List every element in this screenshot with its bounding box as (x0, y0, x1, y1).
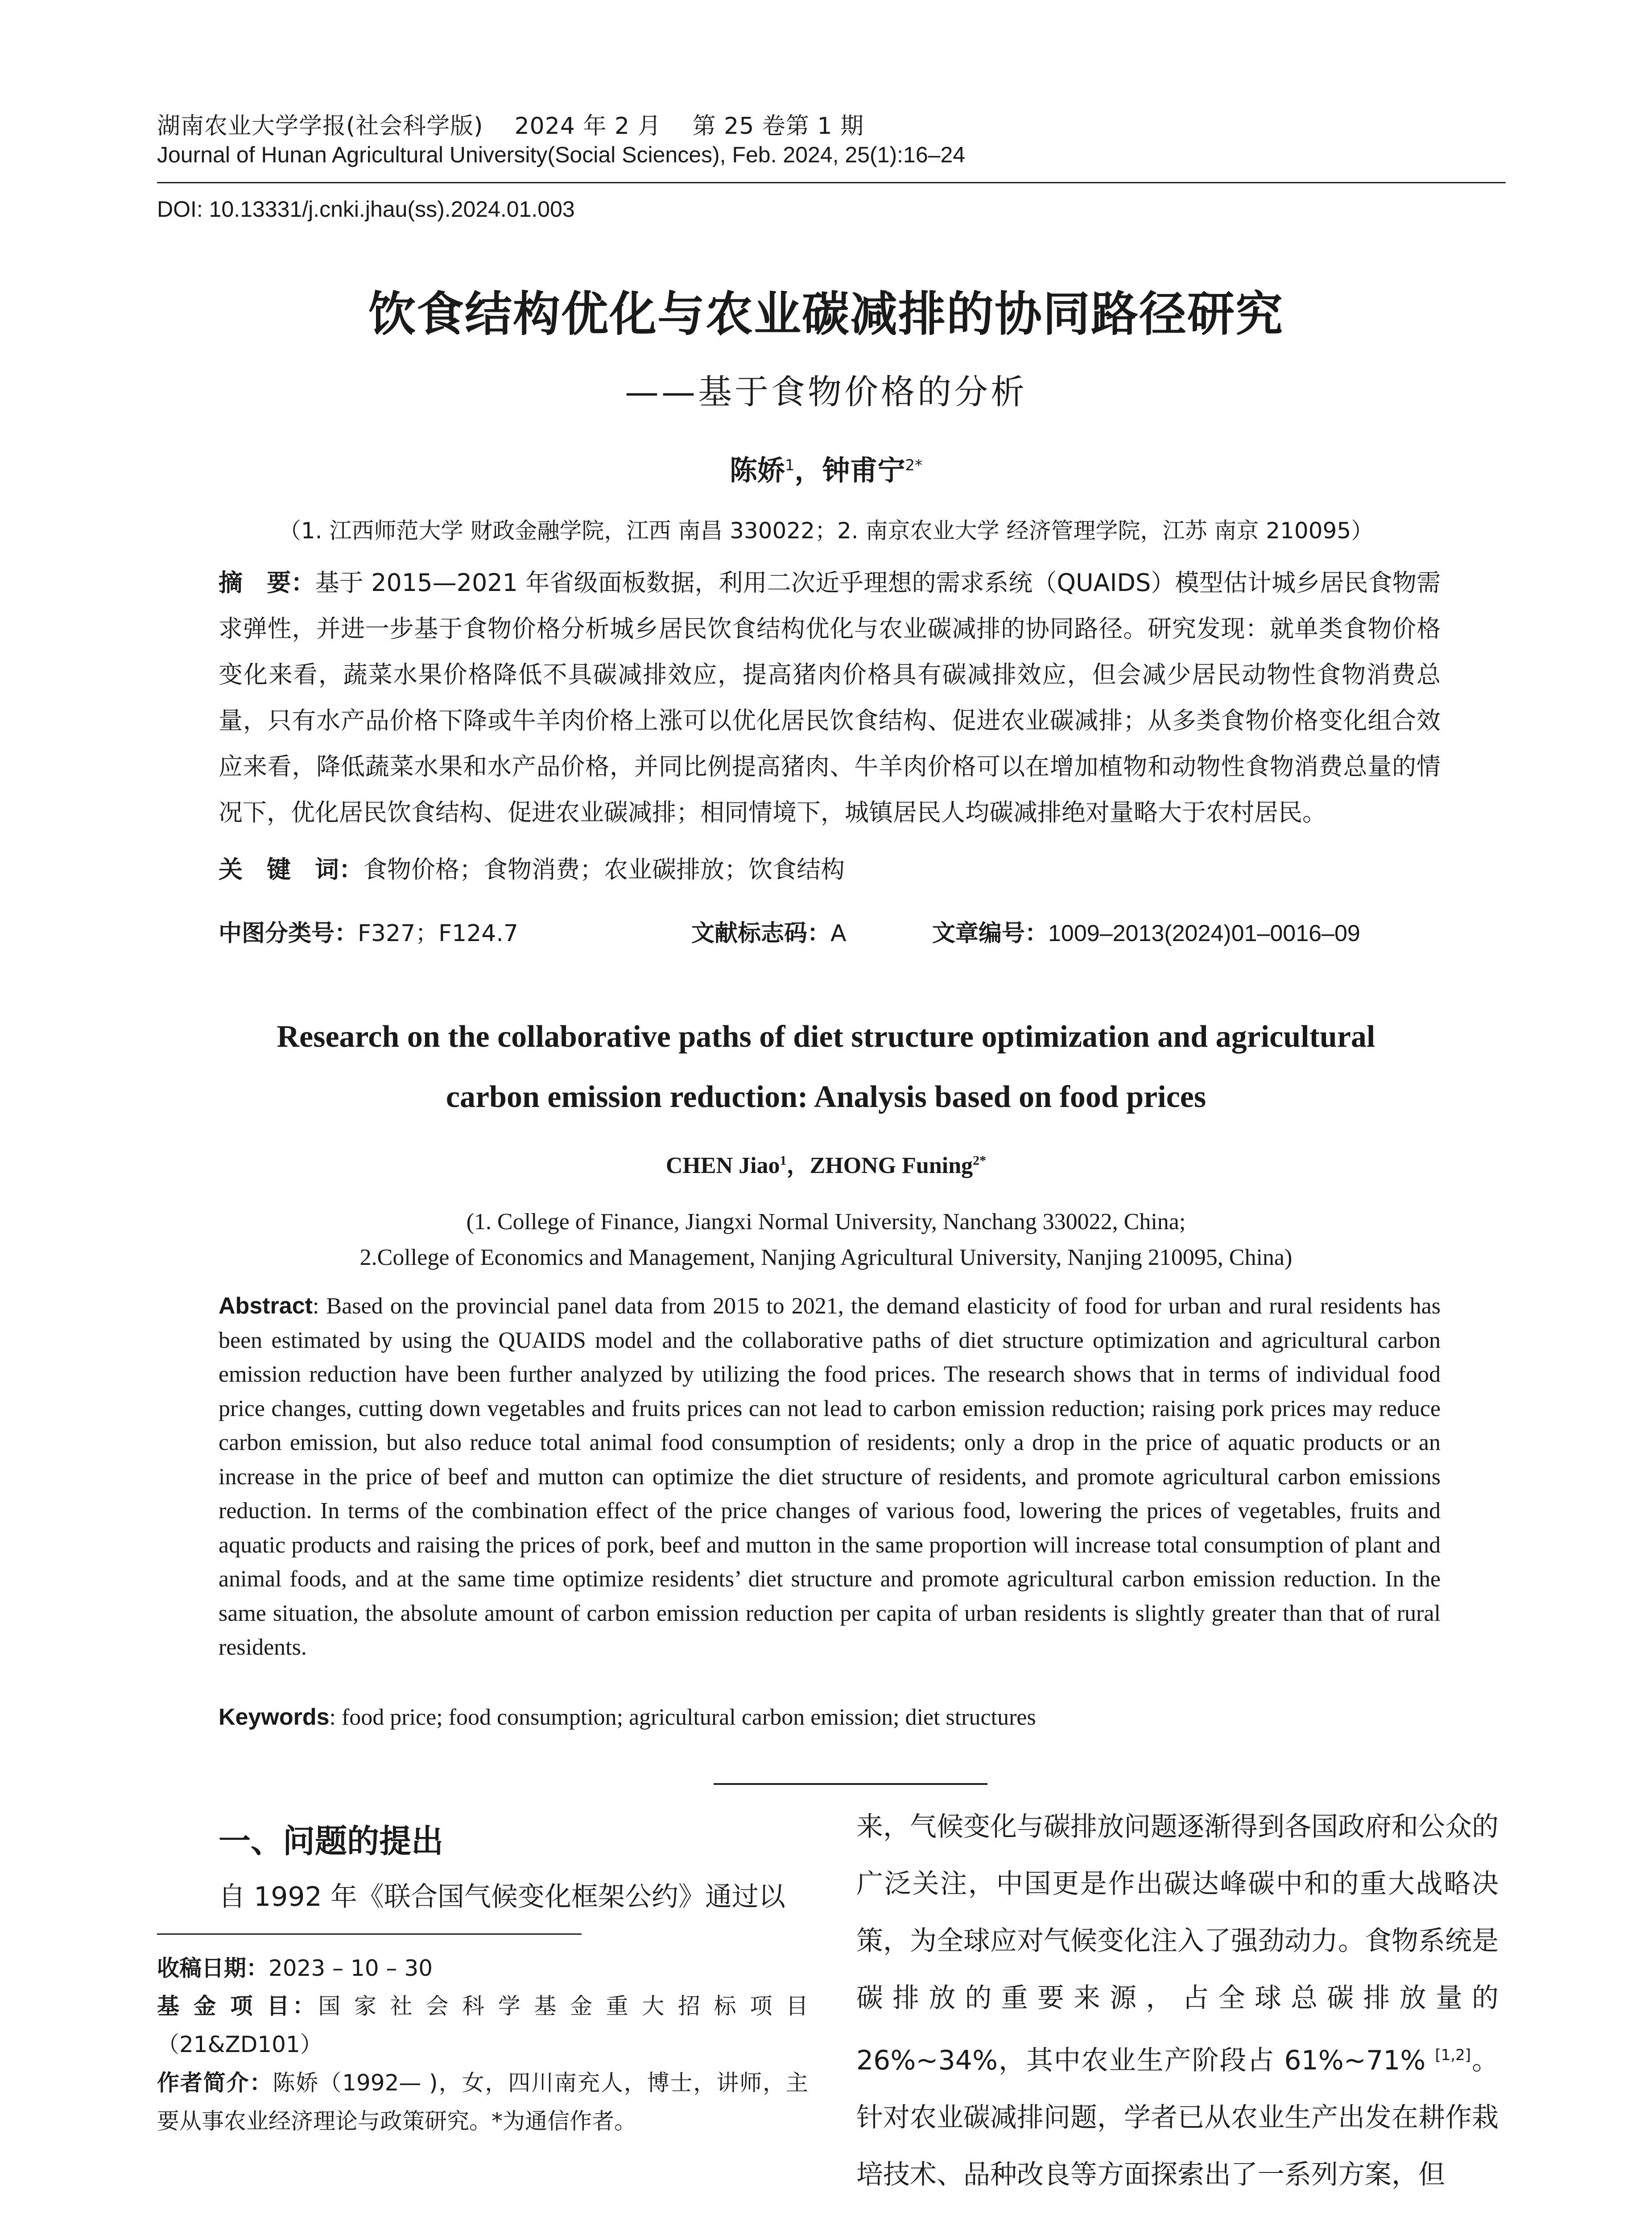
section-separator (714, 1783, 987, 1785)
received-date: 2023 – 10 – 30 (268, 1955, 433, 1981)
article-number-label: 文章编号： (932, 920, 1049, 947)
paper-title-en-line2: carbon emission reduction: Analysis based on food prices (446, 1080, 1206, 1114)
abstract-label-cn: 摘 要： (219, 569, 315, 597)
clc-value: F327；F124.7 (358, 920, 518, 947)
journal-header-en: Journal of Hunan Agricultural University(Social Sciences), Feb. 2024, 25(1):16–24 (157, 142, 966, 167)
body-text-right (856, 1798, 1499, 2203)
journal-name-cn: 湖南农业大学学报(社会科学版) (157, 113, 483, 140)
affiliation-cn: （1. 江西师范大学 财政金融学院，江西 南昌 330022；2. 南京农业大学 经济管理学院，江苏 南京 210095） (278, 518, 1374, 544)
body-text-right-part1: 来，气候变化与碳排放问题逐渐得到各国政府和公众的广泛关注，中国更是作出碳达峰碳中和的重大战略决策，为全球应对气候变化注入了强劲动力。食物系统是碳排放的重要来源，占全球总碳排放量的 26%~34%，其中农业生产阶段占 61%~71% (856, 1811, 1499, 2076)
abstract-text-en: : Based on the provincial panel data from 2015 to 2021, the demand elasticity of food for urban and rural residents has been estimated by using the QUAIDS model and the collaborative paths of diet structure optimization and agricultural carbon emission reduction have been further analyzed by utilizing the food prices. The research shows that in terms of individual food price changes, cutting down vegetables and fruits prices can not lead to carbon emission reduction; raising pork prices may reduce carbon emission, but also reduce total animal food consumption of residents; only a drop in the price of aquatic products or an increase in the price of beef and mutton can optimize the diet structure of residents, and promote agricultural carbon emissions reduction. In terms of the combination effect of the price changes of various food, lowering the prices of vegetables, fruits and aquatic products and raising the prices of pork, beef and mutton in the same proportion will increase total consumption of plant and animal foods, and at the same time optimize residents’ diet structure and promote agricultural carbon emission reduction. In the same situation, the absolute amount of carbon emission reduction per capita of urban residents is slightly greater than that of rural residents. (219, 1293, 1441, 1660)
doi: DOI: 10.13331/j.cnki.jhau(ss).2024.01.003 (157, 197, 575, 222)
body-text-right-part2: 。针对农业碳减排问题，学者已从农业生产出发在耕作栽培技术、品种改良等方面探索出了一系列方案，但 (856, 2045, 1499, 2190)
clc-label: 中图分类号： (219, 920, 358, 947)
clc-number (219, 914, 518, 948)
affiliation-en-line1: (1. College of Finance, Jiangxi Normal University, Nanchang 330022, China; (466, 1209, 1186, 1235)
fund-label: 基 金 项 目： (157, 1993, 318, 2019)
author-separator-en: ， (786, 1153, 810, 1178)
author-2-cn: 钟甫宁 (822, 454, 905, 487)
paper-subtitle-cn: ——基于食物价格的分析 (625, 372, 1027, 412)
footnote-author (157, 2064, 808, 2140)
header-divider (157, 182, 1506, 183)
journal-header-cn (157, 107, 864, 140)
footnote-received (157, 1949, 808, 1987)
document-code-value: A (830, 920, 847, 947)
document-code (691, 914, 847, 948)
article-number (932, 914, 1360, 948)
section-heading: 一、问题的提出 (219, 1822, 444, 1860)
body-text-left: 自 1992 年《联合国气候变化框架公约》通过以 (219, 1881, 785, 1912)
keywords-label-en: Keywords (219, 1704, 330, 1730)
keywords-cn (219, 847, 1441, 892)
journal-issue-cn: 第 25 卷第 1 期 (692, 113, 864, 140)
abstract-text-cn: 基于 2015—2021 年省级面板数据，利用二次近乎理想的需求系统（QUAIDS）模型估计城乡居民食物需求弹性，并进一步基于食物价格分析城乡居民饮食结构优化与农业碳减排的协同路径。研究发现：就单类食物价格变化来看，蔬菜水果价格降低不具碳减排效应，提高猪肉价格具有碳减排效应，但会减少居民动物性食物消费总量，只有水产品价格下降或牛羊肉价格上涨可以优化居民饮食结构、促进农业碳减排；从多类食物价格变化组合效应来看，降低蔬菜水果和水产品价格，并同比例提高猪肉、牛羊肉价格可以在增加植物和动物性食物消费总量的情况下，优化居民饮食结构、促进农业碳减排；相同情境下，城镇居民人均碳减排绝对量略大于农村居民。 (219, 569, 1441, 826)
author-separator: ， (794, 454, 822, 487)
author-bio-label: 作者简介： (157, 2070, 273, 2096)
author-2-en: ZHONG Funing (809, 1153, 973, 1178)
author-2-sup: 2* (905, 456, 923, 475)
received-label: 收稿日期： (157, 1955, 268, 1981)
authors-en (0, 1146, 1652, 1180)
keywords-text-cn: 食物价格；食物消费；农业碳排放；饮食结构 (363, 855, 845, 884)
author-1-en: CHEN Jiao (665, 1153, 780, 1178)
footnote-fund (157, 1987, 808, 2064)
journal-date-cn: 2024 年 2 月 (514, 113, 661, 140)
author-1-en-sup: 1 (780, 1153, 787, 1168)
author-1-cn: 陈娇 (729, 454, 785, 487)
footnote-divider (157, 1933, 582, 1935)
citation-ref: [1,2] (1435, 2046, 1471, 2064)
fund-text: 国 家 社 会 科 学 基 金 重 大 招 标 项 目（21&ZD101） (157, 1993, 808, 2057)
authors-cn (0, 448, 1652, 488)
author-bio-text: 陈娇（1992— )，女，四川南充人，博士，讲师，主要从事农业经济理论与政策研究。*为通信作者。 (157, 2070, 808, 2134)
author-1-sup: 1 (785, 456, 795, 475)
keywords-label-cn: 关 键 词： (219, 855, 363, 884)
affiliation-en-line2: 2.College of Economics and Management, Nanjing Agricultural University, Nanjing 210095, China) (359, 1245, 1293, 1270)
document-code-label: 文献标志码： (691, 920, 831, 947)
article-number-value: 1009–2013(2024)01–0016–09 (1048, 921, 1360, 946)
abstract-en (219, 1289, 1441, 1665)
paper-title-cn: 饮食结构优化与农业碳减排的协同路径研究 (368, 287, 1284, 342)
keywords-en (219, 1704, 1036, 1730)
abstract-label-en: Abstract (219, 1293, 313, 1319)
paper-title-en-line1: Research on the collaborative paths of diet structure optimization and agricultural (277, 1020, 1375, 1054)
keywords-text-en: : food price; food consumption; agricultural carbon emission; diet structures (329, 1705, 1036, 1730)
author-2-en-sup: 2* (973, 1153, 987, 1168)
abstract-cn (219, 560, 1441, 835)
